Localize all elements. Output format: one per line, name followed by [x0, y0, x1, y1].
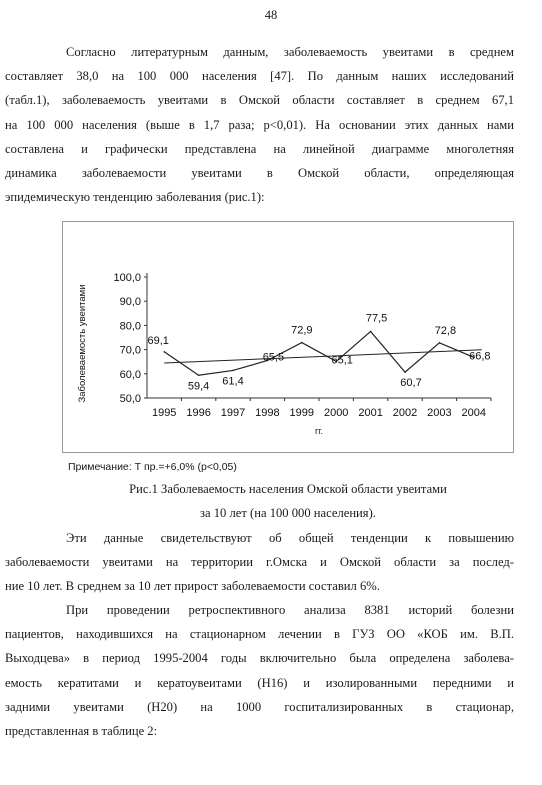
data-label: 59,4 — [187, 380, 210, 393]
y-tick-label: 100,0 — [113, 272, 141, 284]
data-label: 77,5 — [365, 312, 388, 325]
paragraph-incidence-intro — [5, 40, 514, 209]
x-tick-label: 2000 — [323, 407, 349, 419]
x-tick-label: 2002 — [392, 407, 418, 419]
paragraph-line: Эти данные свидетельствуют об общей тенденции к повышению — [66, 531, 514, 545]
series-line — [164, 331, 474, 375]
x-tick-label: 2004 — [461, 407, 487, 419]
data-point — [198, 374, 200, 376]
data-label: 72,8 — [434, 324, 457, 337]
x-tick-label: 1996 — [186, 407, 211, 419]
data-point — [370, 331, 372, 333]
paragraph-line: динамика заболеваемости увеитами в Омской области, определяющая — [5, 166, 514, 181]
x-tick-label: 1995 — [151, 407, 177, 419]
paragraph-line: составлена и графически представлена на линейной диаграмме многолетняя — [5, 141, 514, 156]
incidence-line-chart — [62, 221, 514, 453]
data-label: 65,5 — [262, 351, 285, 364]
paragraph-line: Выходцева» в период 1995-2004 годы включительно была определена заболева- — [5, 651, 514, 666]
paragraph-line: пациентов, находившихся на стационарном лечении в ГУЗ ОО «КОБ им. В.П. — [5, 627, 514, 642]
chart-note: Примечание: Т пр.=+6,0% (p<0,05) — [68, 461, 237, 473]
x-tick-label: 1997 — [220, 407, 246, 419]
figure-caption-line2: за 10 лет (на 100 000 населения). — [200, 506, 376, 520]
paragraph-line: задними увеитами (Н20) на 1000 госпитализированных в стационар, — [5, 699, 514, 714]
x-tick-label: 2003 — [427, 407, 452, 419]
paragraph-line: представленная в таблице 2: — [5, 724, 158, 739]
paragraph-line: емость кератитами и кератоувеитами (Н16) и изолированными передними и — [5, 675, 514, 690]
y-tick-label: 50,0 — [119, 393, 141, 405]
y-axis-title: Заболеваемость увеитами — [77, 284, 88, 403]
data-label: 60,7 — [400, 377, 422, 390]
paragraph-line: эпидемическую тенденцию заболевания (рис.1): — [5, 190, 265, 205]
data-point — [439, 342, 441, 344]
paragraph-line: составляет 38,0 на 100 000 населения [47]. По данным наших исследований — [5, 69, 514, 84]
data-point — [163, 351, 165, 353]
page-number: 48 — [264, 8, 278, 22]
paragraph-trend-conclusion — [5, 526, 514, 599]
data-label: 65,1 — [331, 354, 353, 367]
paragraph-line: Согласно литературным данным, заболеваемость увеитами в среднем — [66, 45, 514, 59]
data-point — [301, 342, 303, 344]
x-tick-label: 2001 — [358, 407, 383, 419]
paragraph-line: ние 10 лет. В среднем за 10 лет прирост заболеваемости составил 6%. — [5, 579, 380, 594]
data-label: 72,9 — [291, 324, 313, 337]
figure-caption-line1: Рис.1 Заболеваемость населения Омской области увеитами — [129, 482, 447, 496]
x-tick-label: 1998 — [255, 407, 280, 419]
data-point — [232, 370, 234, 372]
data-label: 61,4 — [222, 375, 244, 388]
x-tick-label: 1999 — [289, 407, 315, 419]
paragraph-line: (табл.1), заболеваемость увеитами в Омской области составляет в среднем 67,1 — [5, 93, 514, 108]
paragraph-line: заболеваемости увеитами на территории г.Омска и Омской области за послед- — [5, 555, 514, 570]
y-tick-label: 70,0 — [119, 344, 141, 357]
y-tick-label: 90,0 — [119, 296, 141, 309]
paragraph-line: на 100 000 населения (выше в 1,7 раза; p<0,01). На основании этих данных нами — [5, 117, 514, 132]
data-point — [404, 371, 406, 373]
x-axis-title: гг. — [315, 426, 323, 436]
y-tick-label: 80,0 — [119, 320, 141, 333]
paragraph-line: При проведении ретроспективного анализа 8381 историй болезни — [66, 603, 514, 617]
paragraph-retrospective-analysis — [5, 598, 514, 743]
data-label: 69,1 — [147, 334, 169, 347]
data-label: 66,8 — [469, 350, 491, 363]
chart-canvas — [63, 222, 513, 452]
y-tick-label: 60,0 — [119, 368, 141, 381]
trend-line — [164, 350, 482, 363]
